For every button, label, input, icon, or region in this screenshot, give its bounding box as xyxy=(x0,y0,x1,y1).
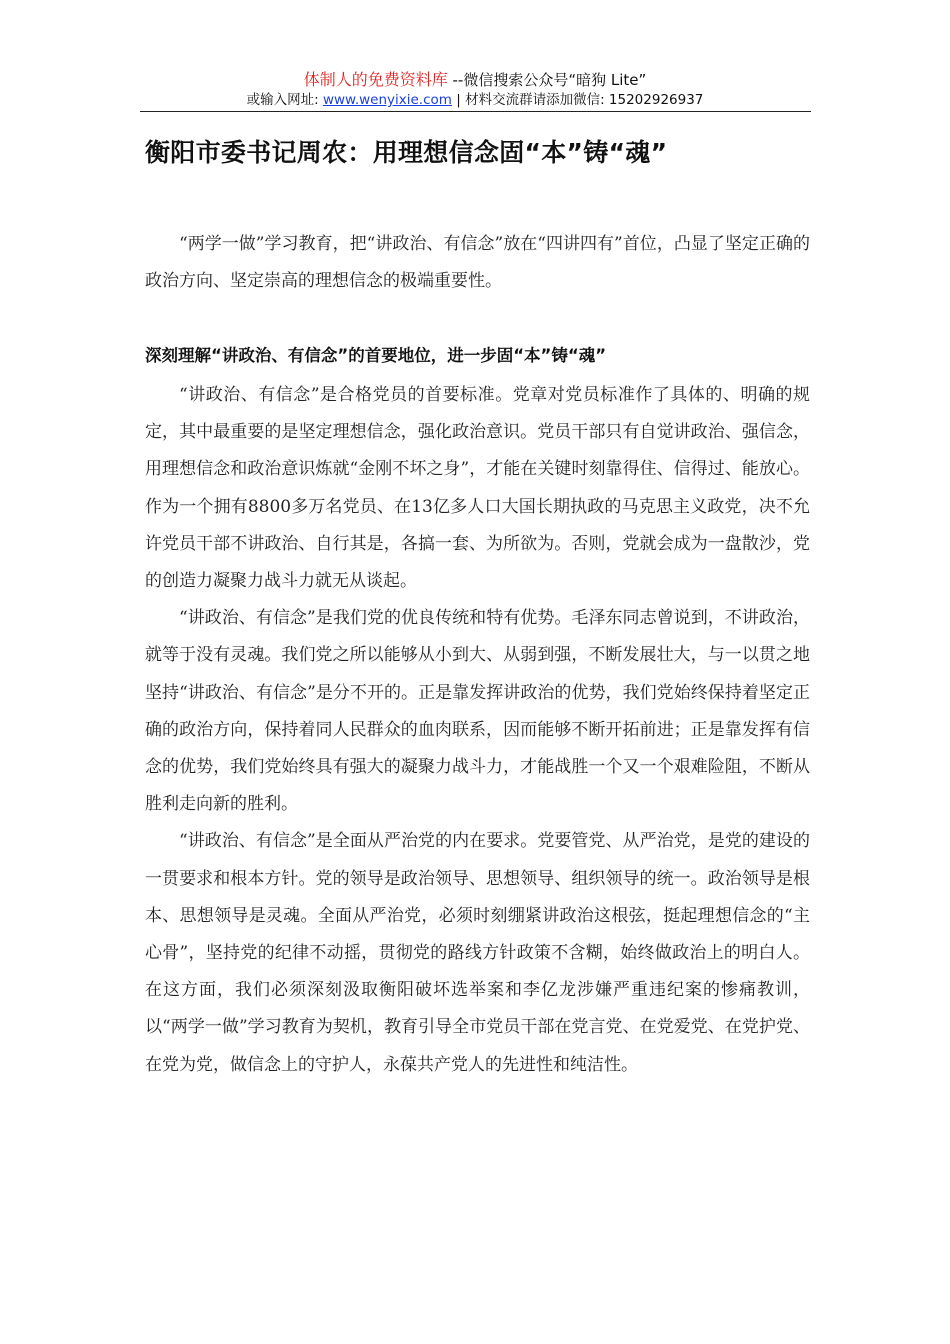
header-url-prefix: 或输入网址: xyxy=(246,92,323,108)
article-body xyxy=(145,377,810,1084)
header-divider xyxy=(140,111,811,112)
header-website-link[interactable]: www.wenyixie.com xyxy=(322,92,452,108)
header-brand: 体制人的免费资料库 xyxy=(303,70,448,89)
header-slogan: --微信搜索公众号“暗狗 Lite” xyxy=(447,71,647,89)
body-paragraph: “讲政治、有信念”是合格党员的首要标准。党章对党员标准作了具体的、明确的规定，其中最重要的是坚定理想信念，强化政治意识。党员干部只有自觉讲政治、强信念，用理想信念和政治意识炼就“金刚不坏之身”，才能在关键时刻靠得住、信得过、能放心。作为一个拥有8800多万名党员、在13亿多人口大国长期执政的马克思主义政党，决不允许党员干部不讲政治、自行其是，各搞一套、为所欲为。否则，党就会成为一盘散沙，党的创造力凝聚力战斗力就无从谈起。 xyxy=(145,385,810,592)
header-line-1 xyxy=(140,70,810,90)
body-paragraph: “讲政治、有信念”是全面从严治党的内在要求。党要管党、从严治党，是党的建设的一贯要求和根本方针。党的领导是政治领导、思想领导、组织领导的统一。政治领导是根本、思想领导是灵魂。全面从严治党，必须时刻绷紧讲政治这根弦，挺起理想信念的“主心骨”，坚持党的纪律不动摇，贯彻党的路线方针政策不含糊，始终做政治上的明白人。在这方面，我们必须深刻汲取衡阳破坏选举案和李亿龙涉嫌严重违纪案的惨痛教训，以“两学一做”学习教育为契机，教育引导全市党员干部在党言党、在党爱党、在党护党、在党为党，做信念上的守护人，永葆共产党人的先进性和纯洁性。 xyxy=(145,831,810,1075)
intro-paragraph: “两学一做”学习教育，把“讲政治、有信念”放在“四讲四有”首位，凸显了坚定正确的政治方向、坚定崇高的理想信念的极端重要性。 xyxy=(145,234,810,292)
header-contact: | 材料交流群请添加微信: 15202926937 xyxy=(451,92,704,108)
page-header xyxy=(140,70,810,109)
body-paragraph: “讲政治、有信念”是我们党的优良传统和特有优势。毛泽东同志曾说到，不讲政治，就等于没有灵魂。我们党之所以能够从小到大、从弱到强，不断发展壮大，与一以贯之地坚持“讲政治、有信念”是分不开的。正是靠发挥讲政治的优势，我们党始终保持着坚定正确的政治方向，保持着同人民群众的血肉联系，因而能够不断开拓前进；正是靠发挥有信念的优势，我们党始终具有强大的凝聚力战斗力，才能战胜一个又一个艰难险阻，不断从胜利走向新的胜利。 xyxy=(145,608,810,815)
section-heading: 深刻理解“讲政治、有信念”的首要地位，进一步固“本”铸“魂” xyxy=(145,346,607,365)
intro-block xyxy=(145,226,810,300)
article-title: 衡阳市委书记周农：用理想信念固“本”铸“魂” xyxy=(145,138,668,167)
header-line-2 xyxy=(140,91,810,109)
